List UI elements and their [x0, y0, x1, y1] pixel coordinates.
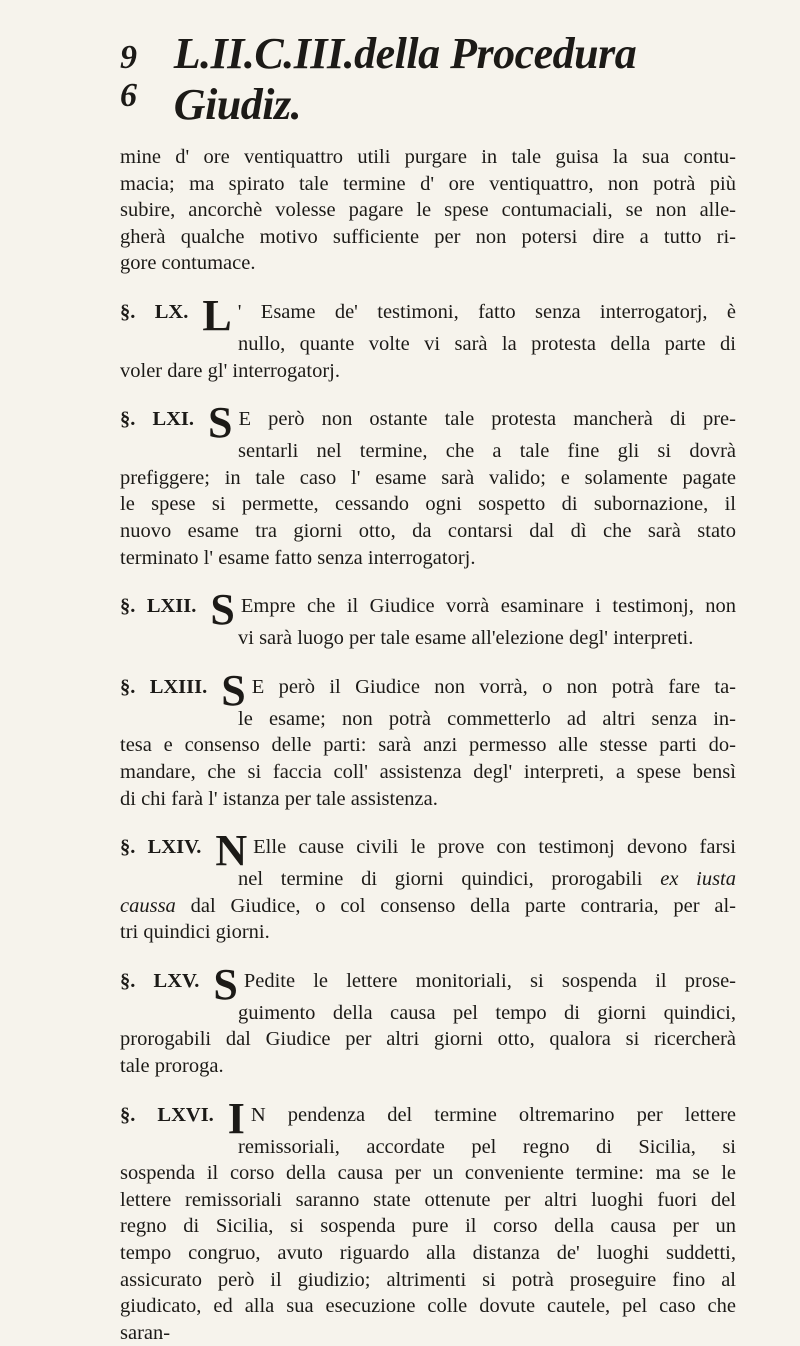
text-run: Elle cause civili le prove con testimonj devono farsi — [253, 836, 736, 859]
text-line: terminato l' esame fatto senza interrogatorj. — [120, 546, 476, 569]
text-line — [120, 665, 736, 715]
text-line — [120, 959, 736, 1009]
text-line: tri quindici giorni. — [120, 921, 270, 944]
text-line: remissoriali, accordate pel regno di Sicilia, si — [238, 1135, 736, 1158]
text-line: voler dare gl' interrogatorj. — [120, 359, 340, 382]
section-lxiv — [120, 826, 736, 946]
text-line: assicurato però il giudizio; altrimenti si potrà proseguire fino al — [120, 1268, 736, 1291]
drop-initial: S — [208, 398, 233, 448]
section-label: §. LXI. — [120, 408, 195, 431]
section-lxiii — [120, 665, 736, 812]
text-line — [120, 398, 736, 448]
text-line: sospenda il corso della causa per un conveniente termine: ma se le — [120, 1162, 736, 1185]
text-run: Pedite le lettere monitoriali, si sospenda il prose- — [243, 969, 736, 992]
section-lx — [120, 290, 736, 384]
section-lxi — [120, 398, 736, 571]
text-line: guimento della causa pel tempo di giorni quindici, — [238, 1001, 736, 1024]
text-line — [120, 290, 736, 340]
running-head: L.II.C.III.della Procedura Giudiz. — [173, 29, 637, 129]
drop-initial: S — [210, 585, 235, 635]
text-line — [120, 585, 737, 635]
text-line: caussa dal Giudice, o col consenso della parte contraria, per al- — [120, 894, 736, 917]
text-line: gore contumace. — [120, 252, 256, 275]
section-lxv — [120, 959, 736, 1080]
text-run: Empre che il Giudice vorrà esaminare i testimonj, non — [240, 595, 737, 618]
text-line: sentarli nel termine, che a tale fine gli si dovrà — [238, 440, 736, 463]
text-line: subire, ancorchè volesse pagare le spese contumaciali, se non alle- — [120, 199, 736, 222]
text-line: tempo congruo, avuto riguardo alla distanza de' luoghi suddetti, — [120, 1242, 736, 1265]
drop-initial: S — [213, 959, 238, 1009]
text-line: mine d' ore ventiquattro utili purgare in tale guisa la sua contu- — [120, 146, 736, 168]
text-line: nel termine di giorni quindici, prorogabili ex iusta — [238, 868, 736, 891]
text-line: lettere remissoriali saranno state ottenute per altri luoghi fuori del — [120, 1188, 736, 1211]
text-line: tesa e consenso delle parti: sarà anzi permesso alle stesse parti do- — [120, 734, 736, 757]
text-line: giudicato, ed alla sua esecuzione colle dovute cautele, pel caso che — [120, 1295, 736, 1318]
text-line: nuovo esame tra giorni otto, da contarsi dal dì che sarà stato — [120, 519, 736, 542]
text-line: prefiggere; in tale caso l' esame sarà valido; e solamente pagate — [120, 466, 736, 489]
drop-initial: L — [202, 290, 232, 340]
text-line: regno di Sicilia, si sospenda pure il corso della causa per un — [120, 1215, 736, 1238]
text-line: di chi farà l' istanza per tale assistenza. — [120, 787, 438, 810]
section-label: §. LXIII. — [120, 675, 208, 698]
drop-initial: S — [221, 665, 246, 715]
section-label: §. LXVI. — [120, 1103, 214, 1126]
page-header — [120, 28, 736, 130]
section-label: §. LXII. — [120, 595, 197, 618]
text-run: E però il Giudice non vorrà, o non potrà fare ta- — [251, 675, 736, 698]
text-line: tale proroga. — [120, 1055, 224, 1078]
text-line: gherà qualche motivo sufficiente per non potersi dire a tutto ri- — [120, 225, 736, 248]
section-label: §. LXIV. — [120, 836, 202, 859]
section-label: §. LX. — [120, 300, 189, 323]
drop-initial: N — [215, 826, 248, 876]
section-lxii — [120, 585, 737, 652]
text-line: mandare, che si faccia coll' assistenza degl' interpreti, a spese bensì — [120, 760, 736, 783]
section-lxvi — [120, 1093, 736, 1346]
text-line: prorogabili dal Giudice per altri giorni otto, qualora si ricercherà — [120, 1028, 736, 1051]
text-line — [120, 1093, 736, 1143]
text-line — [120, 826, 736, 876]
catchword: saran- — [120, 1321, 171, 1344]
text-run: E però non ostante tale protesta mancherà di pre- — [238, 408, 736, 431]
text-line: le spese si permette, cessando ogni sospetto di subornazione, il — [120, 493, 736, 516]
text-line: macia; ma spirato tale termine d' ore ventiquattro, non potrà più — [120, 172, 736, 195]
page-number: 9 6 — [120, 39, 137, 114]
drop-initial: I — [227, 1093, 245, 1143]
text-line: le esame; non potrà commetterlo ad altri senza in- — [238, 707, 736, 730]
section-label: §. LXV. — [120, 969, 200, 992]
intro-paragraph — [120, 144, 736, 277]
text-run: N pendenza del termine oltremarino per lettere — [250, 1103, 736, 1126]
text-line: vi sarà luogo per tale esame all'elezione degl' interpreti. — [238, 627, 694, 650]
text-line: nullo, quante volte vi sarà la protesta della parte di — [238, 332, 736, 355]
text-run: ' Esame de' testimoni, fatto senza interrogatorj, è — [237, 300, 736, 323]
